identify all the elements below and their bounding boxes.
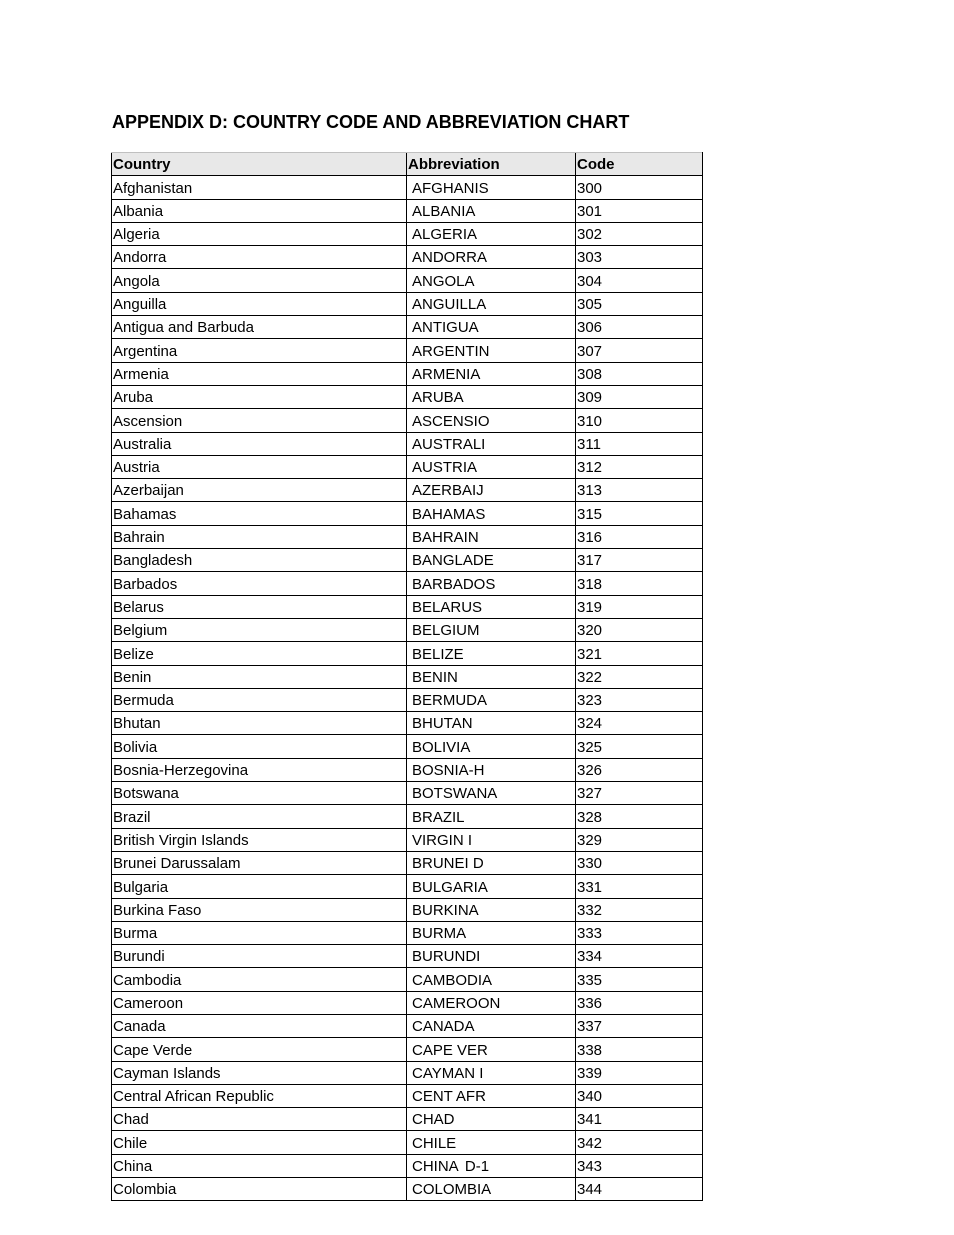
table-row (112, 525, 703, 548)
code-cell: 335 (576, 968, 703, 991)
table-row (112, 502, 703, 525)
table-row (112, 595, 703, 618)
country-cell: Barbados (112, 572, 407, 595)
table-row (112, 968, 703, 991)
code-cell: 326 (576, 758, 703, 781)
table-row (112, 782, 703, 805)
code-cell: 331 (576, 875, 703, 898)
country-cell: Belize (112, 642, 407, 665)
country-cell: Chile (112, 1131, 407, 1154)
code-cell: 334 (576, 945, 703, 968)
table-header-row (112, 153, 703, 176)
country-cell: Brazil (112, 805, 407, 828)
table-row (112, 758, 703, 781)
country-cell: Canada (112, 1014, 407, 1037)
table-row (112, 1061, 703, 1084)
code-cell: 302 (576, 222, 703, 245)
country-cell: Algeria (112, 222, 407, 245)
country-cell: Cameroon (112, 991, 407, 1014)
country-code-table (111, 152, 703, 1201)
abbreviation-cell: BELIZE (407, 642, 576, 665)
country-cell: Cayman Islands (112, 1061, 407, 1084)
country-cell: Bulgaria (112, 875, 407, 898)
country-cell: Anguilla (112, 292, 407, 315)
abbreviation-cell: BOTSWANA (407, 782, 576, 805)
code-cell: 320 (576, 618, 703, 641)
code-cell: 304 (576, 269, 703, 292)
page-number: D-1 (464, 1158, 490, 1175)
abbreviation-cell: ARUBA (407, 385, 576, 408)
code-cell: 323 (576, 688, 703, 711)
abbreviation-cell: BURKINA (407, 898, 576, 921)
code-cell: 315 (576, 502, 703, 525)
code-cell: 339 (576, 1061, 703, 1084)
abbreviation-cell: BELARUS (407, 595, 576, 618)
code-cell: 305 (576, 292, 703, 315)
abbreviation-cell: CAYMAN I (407, 1061, 576, 1084)
code-cell: 301 (576, 199, 703, 222)
abbreviation-cell: ANDORRA (407, 246, 576, 269)
country-cell: Austria (112, 455, 407, 478)
table-row (112, 199, 703, 222)
table-row (112, 385, 703, 408)
abbreviation-cell: BERMUDA (407, 688, 576, 711)
abbreviation-cell: BOLIVIA (407, 735, 576, 758)
country-cell: Azerbaijan (112, 479, 407, 502)
table-row (112, 945, 703, 968)
table-row (112, 572, 703, 595)
table-row (112, 339, 703, 362)
table-row (112, 316, 703, 339)
table-row (112, 735, 703, 758)
abbreviation-cell: ALBANIA (407, 199, 576, 222)
code-cell: 325 (576, 735, 703, 758)
abbreviation-cell: ANGUILLA (407, 292, 576, 315)
table-body (112, 176, 703, 1201)
code-cell: 303 (576, 246, 703, 269)
code-cell: 337 (576, 1014, 703, 1037)
country-cell: Burkina Faso (112, 898, 407, 921)
country-cell: Australia (112, 432, 407, 455)
table-row (112, 1131, 703, 1154)
code-cell: 311 (576, 432, 703, 455)
table-row (112, 1014, 703, 1037)
country-cell: Central African Republic (112, 1084, 407, 1107)
country-cell: Benin (112, 665, 407, 688)
table-row (112, 828, 703, 851)
table-row (112, 991, 703, 1014)
abbreviation-cell: CHILE (407, 1131, 576, 1154)
code-cell: 333 (576, 921, 703, 944)
table-row (112, 665, 703, 688)
table-row (112, 409, 703, 432)
country-cell: Andorra (112, 246, 407, 269)
table-row (112, 269, 703, 292)
column-header-code: Code (576, 153, 703, 176)
abbreviation-cell: BELGIUM (407, 618, 576, 641)
code-cell: 308 (576, 362, 703, 385)
code-cell: 324 (576, 712, 703, 735)
abbreviation-cell: BRUNEI D (407, 851, 576, 874)
table-row (112, 618, 703, 641)
table-row (112, 292, 703, 315)
abbreviation-cell: BANGLADE (407, 549, 576, 572)
code-cell: 318 (576, 572, 703, 595)
code-cell: 328 (576, 805, 703, 828)
code-cell: 327 (576, 782, 703, 805)
table-row (112, 246, 703, 269)
country-cell: Armenia (112, 362, 407, 385)
table-row (112, 805, 703, 828)
abbreviation-cell: CHINA (407, 1154, 576, 1177)
abbreviation-cell: CAMEROON (407, 991, 576, 1014)
code-cell: 343 (576, 1154, 703, 1177)
code-cell: 329 (576, 828, 703, 851)
country-cell: Belarus (112, 595, 407, 618)
abbreviation-cell: CENT AFR (407, 1084, 576, 1107)
abbreviation-cell: CAPE VER (407, 1038, 576, 1061)
abbreviation-cell: BURUNDI (407, 945, 576, 968)
code-cell: 300 (576, 176, 703, 199)
table-row (112, 455, 703, 478)
table-row (112, 1108, 703, 1131)
country-cell: British Virgin Islands (112, 828, 407, 851)
table-row (112, 642, 703, 665)
abbreviation-cell: ANGOLA (407, 269, 576, 292)
code-cell: 344 (576, 1178, 703, 1201)
abbreviation-cell: VIRGIN I (407, 828, 576, 851)
table-row (112, 479, 703, 502)
table-row (112, 921, 703, 944)
table-row (112, 712, 703, 735)
abbreviation-cell: BULGARIA (407, 875, 576, 898)
country-cell: Bahrain (112, 525, 407, 548)
code-cell: 330 (576, 851, 703, 874)
country-cell: Bolivia (112, 735, 407, 758)
code-cell: 342 (576, 1131, 703, 1154)
code-cell: 338 (576, 1038, 703, 1061)
abbreviation-cell: BAHAMAS (407, 502, 576, 525)
country-cell: Bahamas (112, 502, 407, 525)
country-cell: Bangladesh (112, 549, 407, 572)
abbreviation-cell: CANADA (407, 1014, 576, 1037)
country-cell: Burundi (112, 945, 407, 968)
table-row (112, 851, 703, 874)
abbreviation-cell: AZERBAIJ (407, 479, 576, 502)
abbreviation-cell: ASCENSIO (407, 409, 576, 432)
table-row (112, 176, 703, 199)
country-cell: Chad (112, 1108, 407, 1131)
abbreviation-cell: ARGENTIN (407, 339, 576, 362)
column-header-abbreviation: Abbreviation (407, 153, 576, 176)
country-cell: Afghanistan (112, 176, 407, 199)
abbreviation-cell: AFGHANIS (407, 176, 576, 199)
table-row (112, 362, 703, 385)
table-row (112, 1084, 703, 1107)
abbreviation-cell: BARBADOS (407, 572, 576, 595)
abbreviation-cell: CAMBODIA (407, 968, 576, 991)
code-cell: 310 (576, 409, 703, 432)
country-cell: Bosnia-Herzegovina (112, 758, 407, 781)
country-cell: Belgium (112, 618, 407, 641)
column-header-country: Country (112, 153, 407, 176)
code-cell: 321 (576, 642, 703, 665)
country-cell: Argentina (112, 339, 407, 362)
country-cell: Cambodia (112, 968, 407, 991)
table-row (112, 898, 703, 921)
code-cell: 341 (576, 1108, 703, 1131)
code-cell: 322 (576, 665, 703, 688)
country-cell: Brunei Darussalam (112, 851, 407, 874)
country-cell: Albania (112, 199, 407, 222)
code-cell: 309 (576, 385, 703, 408)
code-cell: 306 (576, 316, 703, 339)
abbreviation-cell: BRAZIL (407, 805, 576, 828)
country-cell: Colombia (112, 1178, 407, 1201)
abbreviation-cell: COLOMBIA (407, 1178, 576, 1201)
code-cell: 336 (576, 991, 703, 1014)
abbreviation-cell: BURMA (407, 921, 576, 944)
table-row (112, 549, 703, 572)
country-cell: Cape Verde (112, 1038, 407, 1061)
code-cell: 313 (576, 479, 703, 502)
abbreviation-cell: CHAD (407, 1108, 576, 1131)
code-cell: 316 (576, 525, 703, 548)
code-cell: 332 (576, 898, 703, 921)
country-cell: Ascension (112, 409, 407, 432)
abbreviation-cell: ANTIGUA (407, 316, 576, 339)
abbreviation-cell: AUSTRALI (407, 432, 576, 455)
country-cell: Antigua and Barbuda (112, 316, 407, 339)
table-row (112, 222, 703, 245)
abbreviation-cell: BOSNIA-H (407, 758, 576, 781)
page-title: APPENDIX D: COUNTRY CODE AND ABBREVIATION CHART (112, 112, 630, 132)
country-cell: Botswana (112, 782, 407, 805)
code-cell: 307 (576, 339, 703, 362)
country-cell: Bhutan (112, 712, 407, 735)
country-cell: Aruba (112, 385, 407, 408)
table-row (112, 875, 703, 898)
abbreviation-cell: BHUTAN (407, 712, 576, 735)
abbreviation-cell: ALGERIA (407, 222, 576, 245)
country-cell: China (112, 1154, 407, 1177)
country-cell: Angola (112, 269, 407, 292)
code-cell: 340 (576, 1084, 703, 1107)
abbreviation-cell: AUSTRIA (407, 455, 576, 478)
abbreviation-cell: BAHRAIN (407, 525, 576, 548)
abbreviation-cell: BENIN (407, 665, 576, 688)
abbreviation-cell: ARMENIA (407, 362, 576, 385)
country-cell: Burma (112, 921, 407, 944)
table-row (112, 688, 703, 711)
country-cell: Bermuda (112, 688, 407, 711)
code-cell: 319 (576, 595, 703, 618)
code-cell: 317 (576, 549, 703, 572)
table-row (112, 432, 703, 455)
code-cell: 312 (576, 455, 703, 478)
table-row (112, 1178, 703, 1201)
table-row (112, 1038, 703, 1061)
